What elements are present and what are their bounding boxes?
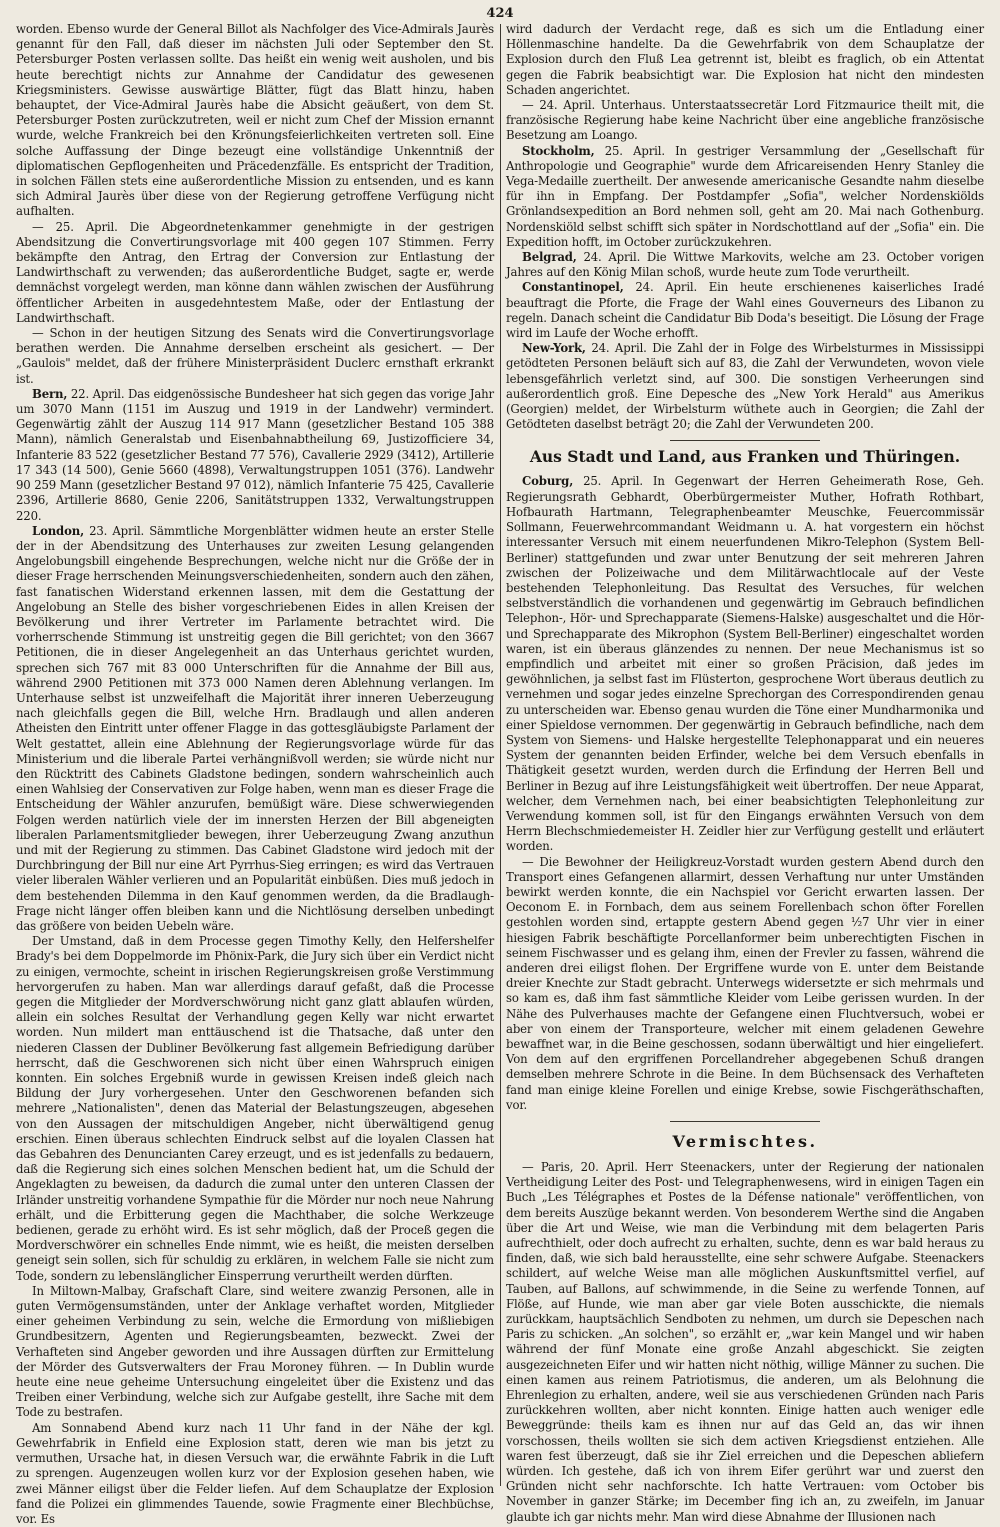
article-paragraph: wird dadurch der Verdacht rege, daß es sich um die Entladung einer Höllenmaschine handelte. Da die Gewehrfabrik von dem Schauplatze der Explosion durch den Fluß Lea getrennt ist, bleibt es fraglich, ob ein Attentat gegen die Fabrik beabsichtigt war. Die Explosion hat nicht den mindesten Schaden angerichtet.	[506, 22, 984, 97]
article-text: 25. April. In Gegenwart der Herren Geheimerath Rose, Geh. Regierungsrath Gebhardt, Oberbürgermeister Muther, Hofrath Rothbart, Hofbaurath Hartmann, Telegraphenbeamter Meuschke, Feuercommissär Sollmann, Feuerwehrcommandant Weidmann u. A. hat vorgestern ein höchst interessanter Versuch mit einem neuerfundenen Mikro-Telephon (System Bell-Berliner) stattgefunden und zwar unter Benutzung der seit mehreren Jahren zwischen der Polizeiwache und dem Militärwachtlocale auf der Veste bestehenden Telephonleitung. Das Resultat des Versuches, für welchen selbstverständlich die vorhandenen und gegenwärtig im Gebrauch befindlichen Telephon-, Hör- und Sprechapparate (Siemens-Halske) ausgeschaltet und die Hör- und Sprechapparate des Mikrophon (System Bell-Berliner) eingeschaltet worden waren, ist ein überaus glänzendes zu nennen. Der neue Mechanismus ist so empfindlich und arbeitet mit einer so großen Präcision, daß jedes im gewöhnlichen, ja selbst fast im Flüsterton, gesprochene Wort überaus deutlich zu vernehmen und sogar jedes einzelne Sprechorgan des Correspondirenden genau zu unterscheiden war. Ebenso genau wurden die Töne einer Mundharmonika und einer Spieldose vernommen. Der gegenwärtig in Gebrauch befindliche, nach dem System von Siemens- und Halske hergestellte Telephonapparat und ein neueres System der genannten beiden Erfinder, welche bei dem Versuch ebenfalls in Thätigkeit gesetzt wurden, werden durch die Erfindung der Herren Bell und Berliner in Bezug auf ihre Leistungsfähigkeit weit übertroffen. Der neue Apparat, welcher, dem Vernehmen nach, bei einer beabsichtigten Telephonleitung zur Verwendung kommen soll, ist für den Eingangs erwähnten Versuch von dem Herrn Blechschmiedemeister H. Zeidler hier zur Verfügung gestellt und erläutert worden.	[506, 474, 984, 854]
article-paragraph: Der Umstand, daß in dem Processe gegen Timothy Kelly, den Helfershelfer Brady's bei dem Doppelmorde im Phönix-Park, die Jury sich über ein Verdict nicht zu einigen, vermochte, scheint in irischen Regierungskreisen große Verstimmung hervorgerufen zu haben. Man war allerdings darauf gefaßt, daß die Processe gegen die Mitglieder der Mordverschwörung nicht ganz glatt ablaufen würden, allein ein solches Resultat der Verhandlung gegen Kelly war nicht erwartet worden. Nun mildert man enttäuschend ist die Thatsache, daß unter den niederen Classen der Dubliner Bevölkerung fast allgemein Befriedigung darüber herrscht, daß die Geschworenen sich nicht über einen Wahrspruch einigen konnten. Ein solches Ergebniß wurde in gewissen Kreisen indeß gleich nach Bildung der Jury vorhergesehen. Unter den Geschworenen befanden sich mehrere „Nationalisten", denen das Material der Belastungszeugen, abgesehen von den Aussagen der mitschuldigen Angeber, nicht überwältigend genug erschien. Einen überaus schlechten Eindruck selbst auf die loyalen Classen hat das Gebahren des Denuncianten Carey erzeugt, und es ist jedenfalls zu bedauern, daß die Regierung sich eines solchen Menschen bedient hat, um die Schuld der Angeklagten zu beweisen, da dadurch die zumal unter den unteren Classen der Irländer unstreitig vorhandene Sympathie für die Mörder nur noch neue Nahrung erhält, und die Erbitterung gegen die Machthaber, die solche Werkzeuge bedienen, gerade zu erhöht wird. Es ist sehr möglich, daß der Proceß gegen die Mordverschwörer ein schnelles Ende nimmt, wie es heißt, die meisten derselben geneigt sein sollen, sich für schuldig zu erklären, in welchem Falle sie nicht zum Tode, sondern zu lebenslänglicher Einsperrung verurtheilt werden dürften.	[16, 934, 494, 1283]
dateline-location: Bern,	[32, 386, 68, 401]
article-paragraph-newyork	[506, 341, 984, 432]
dateline-location: London,	[32, 523, 84, 538]
left-column	[16, 22, 494, 1526]
article-text: 24. April. Ein heute erschienenes kaiserliches Iradé beauftragt die Pforte, die Frage der Wahl eines Gouverneurs des Libanon zu regeln. Danach scheint die Candidatur Bib Doda's beseitigt. Die Lösung der Frage wird im Laufe der Woche erhofft.	[506, 280, 984, 341]
column-divider	[500, 24, 501, 1486]
article-paragraph-bern	[16, 387, 494, 524]
dateline-location: Belgrad,	[522, 250, 577, 265]
article-text: 23. April. Sämmtliche Morgenblätter widmen heute an erster Stelle der in der Abendsitzung des Unterhauses zur zweiten Lesung gelangenden Angelobungsbill eingehende Besprechungen, welche nicht nur die Größe der in dieser Frage herrschenden Meinungsverschiedenheiten, sondern auch den zähen, fast fanatischen Widerstand erkennen lassen, mit dem die Gestattung der Angelobung an Stelle des bisher vorgeschriebenen Eides in allen Kreisen der Bevölkerung und ihrer Vertreter im Parlamente betrachtet wird. Die vorherrschende Stimmung ist unstreitig gegen die Bill gerichtet; von den 3667 Petitionen, die in dieser Angelegenheit an das Unterhaus gerichtet wurden, sprechen sich 767 mit 83 000 Unterschriften für die Annahme der Bill aus, während 2900 Petitionen mit 373 000 Namen deren Ablehnung verlangen. Im Unterhause selbst ist unzweifelhaft die Majorität ihrer inneren Ueberzeugung nach gleichfalls gegen die Bill, welche Hrn. Bradlaugh und allen anderen Atheisten den Eintritt unter offener Flagge in das gottesgläubigste Parlament der Welt gestattet, allein eine Ablehnung der Regierungsvorlage würde für das Ministerium und die liberale Partei verhängnißvoll werden; sie würde nicht nur den Rücktritt des Cabinets Gladstone bedingen, sondern wahrscheinlich auch einen Wahlsieg der Conservativen zur Folge haben, wenn man es dieser Frage die Entscheidung der Wähler anzurufen, bemüßigt wäre. Diese schwerwiegenden Folgen werden natürlich viele der im innersten Herzen der Bill abgeneigten liberalen Parlamentsmitglieder bewegen, ihrer Ueberzeugung Zwang anzuthun und mit der Regierung zu stimmen. Das Cabinet Gladstone wird jedoch mit der Durchbringung der Bill nur eine Art Pyrrhus-Sieg erringen; es wird das Vertrauen vieler liberalen Wähler verlieren und an Popularität einbüßen. Dies muß jedoch in dem bestehenden Dilemma in den Kauf genommen werden, da die Bradlaugh-Frage nicht länger offen bleiben kann und die Nichtlösung derselben unbedingt das größere von beiden Uebeln wäre.	[16, 523, 494, 933]
article-text: 24. April. Die Zahl der in Folge des Wirbelsturmes in Mississippi getödteten Personen beläuft sich auf 83, die Zahl der Verwundeten, wovon viele lebensgefährlich verletzt sind, auf 300. Die sonstigen Verheerungen sind außerordentlich groß. Eine Depesche des „New York Herald" aus Amerikus (Georgien) meldet, der Wirbelsturm wüthete auch in Georgien; die Zahl der Getödteten daselbst beträgt 20; die Zahl der Verwundeten 200.	[506, 341, 984, 432]
dateline-location: Stockholm,	[522, 143, 595, 158]
article-paragraph-coburg	[506, 474, 984, 854]
dateline-location: Constantinopel,	[522, 280, 624, 295]
article-paragraph: worden. Ebenso wurde der General Billot als Nachfolger des Vice-Admirals Jaurès genannt für den Fall, daß dieser im nächsten Juli oder September den St. Petersburger Posten verlassen sollte. Das heißt ein wenig weit ausholen, und bis heute berechtigt nichts zur Annahme der Candidatur des gewesenen Kriegsministers. Gewisse auswärtige Blätter, fügt das Blatt hinzu, haben behauptet, der Vice-Admiral Jaurès habe die Absicht geäußert, von dem St. Petersburger Posten zurückzutreten, weil er nicht zum Chef der Mission ernannt wurde, welche Frankreich bei den Krönungsfeierlichkeiten vertreten soll. Eine solche Auffassung der Dinge bezeugt eine vollständige Unkenntniß der diplomatischen Gepflogenheiten und Präcedenzfälle. Es entspricht der Tradition, in solchen Fällen stets eine außerordentliche Mission zu entsenden, und es kann sich Admiral Jaurès über diese von der Regierung getroffene Verfügung nicht aufhalten.	[16, 22, 494, 219]
section-heading: Aus Stadt und Land, aus Franken und Thüringen.	[529, 447, 961, 467]
section-rule	[670, 1121, 820, 1122]
dateline-location: New-York,	[522, 341, 586, 356]
article-paragraph: — 25. April. Die Abgeordnetenkammer genehmigte in der gestrigen Abendsitzung die Convertirungsvorlage mit 400 gegen 107 Stimmen. Ferry bekämpfte den Antrag, den Ertrag der Conversion zur Entlastung der Landwirthschaft zu verwenden; das außerordentliche Budget, sagte er, werde demnächst vorgelegt werden, man könne dann wählen zwischen der Ausführung öffentlicher Arbeiten in ausgedehntestem Maße, oder der Entlastung der Landwirthschaft.	[16, 219, 494, 325]
article-paragraph: — Paris, 20. April. Herr Steenackers, unter der Regierung der nationalen Vertheidigung Leiter des Post- und Telegraphenwesens, wird in einigen Tagen ein Buch „Les Télégraphes et Postes de la Défense nationale" veröffentlichen, von dem bereits Auszüge bekannt werden. Von besonderem Werthe sind die Angaben über die Art und Weise, wie man die Verbindung mit dem belagerten Paris aufrechthielt, oder doch aufrecht zu erhalten, suchte, denn es war bald heraus zu finden, daß, wie sich bald herausstellte, eine sehr schwere Aufgabe. Steenackers schildert, auf welche Weise man alle möglichen Auskunftsmittel verfiel, auf Tauben, auf Ballons, auf schwimmende, in die Seine zu werfende Tonnen, auf Flöße, auf Hunde, wie man aber gar viele Boten ausschickte, die niemals zurückkam, hauptsächlich Sendboten zu nehmen, um durch sie Depeschen nach Paris zu schicken. „An solchen", so erzählt er, „war kein Mangel und wir haben während der fünf Monate eine große Anzahl abgeschickt. Sie zeigten ausgezeichneten Eifer und wir hatten nicht nöthig, willige Männer zu suchen. Die einen kamen aus reinem Patriotismus, die anderen, um als Belohnung die Ehrenlegion zu erhalten, andere, weil sie aus verschiedenen Gründen nach Paris zurückkehren wollten, aber nicht konnten. Einige hatten auch weniger edle Beweggründe: theils kam es ihnen nur auf das Geld an, das wir ihnen vorschossen, theils wollten sie sich dem activen Kriegsdienst entziehen. Alle waren fest überzeugt, daß sie ihr Ziel erreichen und die Depeschen abliefern würden. Ich gestehe, daß ich von ihrem Eifer gerührt war und zuerst den Gründen nicht sehr nachforschte. Ich hatte Vertrauen: vom October bis November in ganzer Stärke; im December fing ich an, zu zweifeln, im Januar glaubte ich gar nichts mehr. Man wird diese Abnahme der Illusionen nach	[506, 1160, 984, 1524]
dateline-location: Coburg,	[522, 474, 574, 489]
article-text: 25. April. In gestriger Versammlung der „Gesellschaft für Anthropologie und Geographie" wurde dem Africareisenden Henry Stanley die Vega-Medaille zuertheilt. Der anwesende americanische Gesandte nahm dieselbe für ihn in Empfang. Der Postdampfer „Sofia", welcher Nordenskiölds Grönlandsexpedition an Bord nehmen soll, geht am 20. Mai nach Gothenburg. Nordenskiöld selbst schifft sich später in Nordschottland auf der „Sofia" ein. Die Expedition hofft, im October zurückzukehren.	[506, 143, 984, 249]
article-text: 22. April. Das eidgenössische Bundesheer hat sich gegen das vorige Jahr um 3070 Mann (1151 im Auszug und 1919 in der Landwehr) vermindert. Gegenwärtig zählt der Auszug 114 917 Mann (gesetzlicher Bestand 105 388 Mann), nämlich Generalstab und Eisenbahnabtheilung 69, Justizofficiere 34, Infanterie 83 522 (gesetzlicher Bestand 77 576), Cavallerie 2929 (3412), Artillerie 17 343 (14 500), Genie 5660 (4898), Verwaltungstruppen 1051 (376). Landwehr 90 259 Mann (gesetzlicher Bestand 97 012), nämlich Infanterie 75 425, Cavallerie 2396, Artillerie 8680, Genie 2206, Sanitätstruppen 1332, Verwaltungstruppen 220.	[16, 386, 494, 523]
right-column	[506, 22, 984, 1524]
section-heading-vermischtes: Vermischtes.	[672, 1132, 818, 1152]
article-paragraph: — Schon in der heutigen Sitzung des Senats wird die Convertirungsvorlage berathen werden. Die Annahme derselben erscheint als gesichert. — Der „Gaulois" meldet, daß der frühere Ministerpräsident Duclerc ernsthaft erkrankt ist.	[16, 326, 494, 386]
article-paragraph: — Die Bewohner der Heiligkreuz-Vorstadt wurden gestern Abend durch den Transport eines Gefangenen allarmirt, dessen Verhaftung nur unter Umständen bewirkt werden konnte, die ein Nachspiel vor Gericht erwarten lassen. Der Oeconom E. in Fornbach, dem aus seinem Forellenbach schon öfter Forellen gestohlen worden sind, ertappte gestern Abend gegen ½7 Uhr vier in einer hiesigen Fabrik beschäftigte Porcellanformer beim unberechtigten Fischen in seinem Fischwasser und es gelang ihm, einen der Frevler zu fassen, während die anderen drei eiligst flohen. Der Ergriffene wurde von E. unter dem Beistande dreier Knechte zur Stadt gebracht. Unterwegs widersetzte er sich mehrmals und so kam es, daß ihm fast sämmtliche Kleider vom Leibe gerissen wurden. In der Nähe des Pulverhauses machte der Gefangene einen Fluchtversuch, wobei er aber von einem der Transporteure, welcher mit einem geladenen Gewehre bewaffnet war, in die Beine geschossen, sodann überwältigt und hier eingeliefert. Von dem auf den ergriffenen Porcellandreher abgegebenen Schuß drangen demselben mehrere Schrote in die Beine. In dem Büchsensack des Verhafteten fand man einige kleine Forellen und einige Krebse, sowie Fischgeräthschaften, vor.	[506, 854, 984, 1112]
article-paragraph: — 24. April. Unterhaus. Unterstaatssecretär Lord Fitzmaurice theilt mit, die französische Regierung habe keine Nachricht über eine angebliche französische Besetzung am Loango.	[506, 98, 984, 143]
article-paragraph-london	[16, 524, 494, 934]
article-paragraph: In Miltown-Malbay, Grafschaft Clare, sind weitere zwanzig Personen, alle in guten Vermögensumständen, unter der Anklage verhaftet worden, Mitglieder einer geheimen Verbindung zu sein, welche die Ermordung von mißliebigen Grundbesitzern, Agenten und Regierungsbeamten, bezweckt. Zwei der Verhafteten sind Angeber geworden und ihre Aussagen dürften zur Ermittelung der Mörder des Gutsverwalters der Frau Moroney führen. — In Dublin wurde heute eine neue geheime Untersuchung eingeleitet über die Existenz und das Treiben einer Verbindung, welche sich zur Aufgabe gestellt, ihre Sache mit dem Tode zu bestrafen.	[16, 1283, 494, 1420]
article-paragraph-belgrad	[506, 250, 984, 280]
article-paragraph-constantinopel	[506, 280, 984, 341]
page-number: 424	[486, 6, 514, 21]
article-paragraph-stockholm	[506, 144, 984, 250]
article-paragraph: Am Sonnabend Abend kurz nach 11 Uhr fand in der Nähe der kgl. Gewehrfabrik in Enfield eine Explosion statt, deren wie man bis jetzt zu vermuthen, Ursache hat, in diesen Versuch war, die erwähnte Fabrik in die Luft zu sprengen. Augenzeugen wollen kurz vor der Explosion gesehen haben, wie zwei Männer eiligst über die Felder liefen. Auf dem Schauplatze der Explosion fand die Polizei ein glimmendes Tauende, sowie Fragmente einer Blechbüchse, vor. Es	[16, 1420, 494, 1526]
section-rule	[670, 440, 820, 441]
article-text: 24. April. Die Wittwe Markovits, welche am 23. October vorigen Jahres auf den König Milan schoß, wurde heute zum Tode verurtheilt.	[506, 250, 984, 280]
